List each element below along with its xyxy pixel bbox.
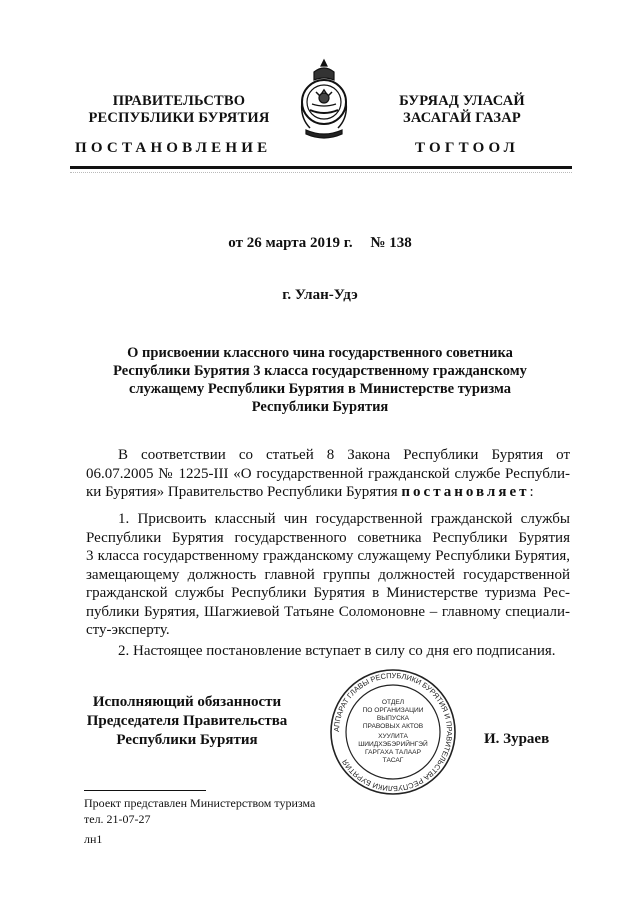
preamble-paragraph xyxy=(86,446,570,502)
preamble-colon: : xyxy=(529,484,534,500)
stamp-line: ПО ОРГАНИЗАЦИИ xyxy=(362,707,424,714)
footer-phone: тел. 21-07-27 xyxy=(84,812,151,826)
doc-type-left: ПОСТАНОВЛЕНИЕ xyxy=(75,140,272,156)
stamp-line: ПРАВОВЫХ АКТОВ xyxy=(362,723,424,730)
header-right-line1: БУРЯАД УЛАСАЙ xyxy=(399,93,525,109)
signatory-line: Республики Бурятия xyxy=(116,732,258,748)
header-left-block xyxy=(74,93,284,127)
footer-block xyxy=(84,795,315,827)
header-left-line1: ПРАВИТЕЛЬСТВО xyxy=(112,93,246,109)
title-line: Республики Бурятия xyxy=(251,399,389,415)
preamble-text: ки Бурятия» Правительство Республики Бурятия xyxy=(86,484,398,500)
operative-keyword: постановляет xyxy=(401,484,530,500)
date-line xyxy=(0,235,640,252)
stamp-line: ВЫПУСКА xyxy=(376,715,410,722)
title-line: служащему Республики Бурятия в Министерстве туризма xyxy=(129,381,511,397)
doc-date: от 26 марта 2019 г. xyxy=(228,235,353,251)
header-rule xyxy=(70,166,572,169)
item-1-line: публики Бурятия, Шагжиевой Татьяне Соломоновне – главному специали- xyxy=(86,603,570,620)
title-line: Республики Бурятия 3 класса государственному гражданскому xyxy=(113,363,527,379)
footer-initials: лн1 xyxy=(84,832,103,846)
signatory-line: Исполняющий обязанности xyxy=(92,694,282,710)
signatory-name: И. Зураев xyxy=(484,731,550,747)
item-2-line: 2. Настоящее постановление вступает в силу со дня его подписания. xyxy=(118,643,556,659)
doc-number: № 138 xyxy=(370,235,412,251)
item-1-line: замещающему должность главной группы должностей государственной xyxy=(86,566,570,583)
header-right-line2: ЗАСАГАЙ ГАЗАР xyxy=(403,110,521,126)
stamp-line: ШИИДХЭБЭРИЙНГЭЙ xyxy=(358,741,428,748)
signatory-line: Председателя Правительства xyxy=(86,713,288,729)
footer-rule xyxy=(84,790,206,791)
item-1-line: гражданской службы Республики Бурятия в Министерстве туризма Рес- xyxy=(86,585,570,601)
doc-title xyxy=(100,344,540,416)
signatory-title xyxy=(86,693,288,750)
doc-city: г. Улан-Удэ xyxy=(282,287,358,303)
item-1-line: сту-эксперту. xyxy=(86,622,170,638)
header-dotted-rule xyxy=(70,172,572,173)
item-1-line: 1. Присвоить классный чин государственной гражданской службы xyxy=(118,511,570,527)
item-1-paragraph xyxy=(86,510,570,640)
stamp-line: ТАСАГ xyxy=(382,757,404,764)
header-right-block xyxy=(362,93,562,127)
item-1-line: 3 класса государственному гражданскому служащему Республики Бурятия, xyxy=(86,548,570,564)
coat-of-arms-icon xyxy=(296,58,352,140)
stamp-ring-text: АППАРАТ ГЛАВЫ РЕСПУБЛИКИ БУРЯТИЯ И ПРАВИТЕЛЬСТВА РЕСПУБЛИКИ БУРЯТИЯ xyxy=(331,670,455,794)
doc-type-right: ТОГТООЛ xyxy=(415,140,519,156)
stamp-line: ХУУЛИТА xyxy=(378,733,408,740)
title-line: О присвоении классного чина государственного советника xyxy=(127,345,513,361)
preamble-line: 06.07.2005 № 1225-III «О государственной гражданской службе Республи- xyxy=(86,465,570,482)
preamble-line: В соответствии со статьей 8 Закона Республики Бурятия от xyxy=(118,447,570,463)
item-1-line: Республики Бурятия государственного советника Республики Бурятия xyxy=(86,529,570,546)
header-left-line2: РЕСПУБЛИКИ БУРЯТИЯ xyxy=(88,110,270,126)
item-2-paragraph xyxy=(86,642,570,661)
official-stamp-icon xyxy=(328,668,458,796)
stamp-line: ОТДЕЛ xyxy=(381,699,405,706)
footer-project: Проект представлен Министерством туризма xyxy=(84,796,316,810)
preamble-line-last xyxy=(86,483,570,502)
stamp-line: ГАРГАХА ТАЛААР xyxy=(365,749,421,756)
